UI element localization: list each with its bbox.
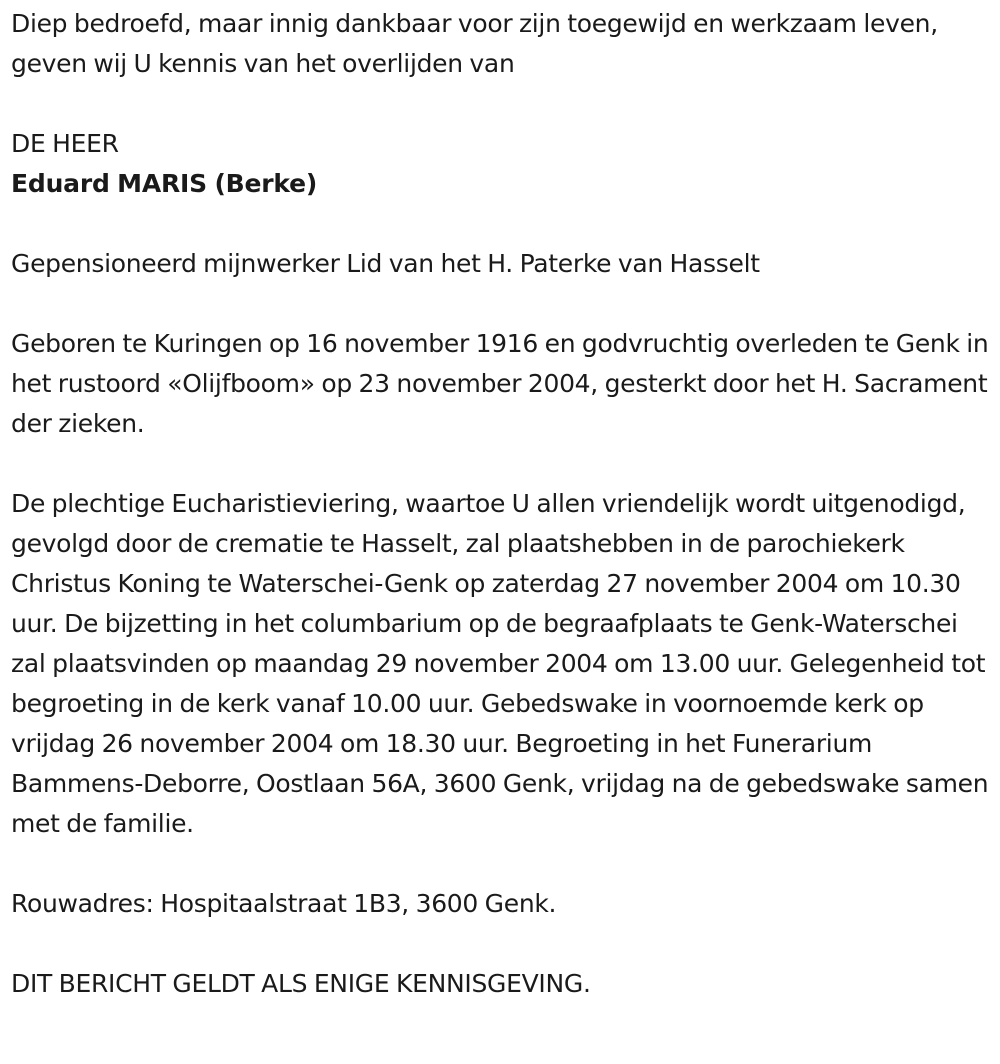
closing-statement: DIT BERICHT GELDT ALS ENIGE KENNISGEVING.: [11, 969, 591, 998]
intro-paragraph: Diep bedroefd, maar innig dankbaar voor zijn toegewijd en werkzaam leven, geven wij U kennis van het overlijden van: [11, 9, 938, 78]
deceased-name: Eduard MARIS (Berke): [11, 169, 318, 198]
death-notice: [11, 4, 996, 1004]
occupation-paragraph: Gepensioneerd mijnwerker Lid van het H. Paterke van Hasselt: [11, 249, 760, 278]
birth-death-paragraph: Geboren te Kuringen op 16 november 1916 en godvruchtig overleden te Genk in het rustoord «Olijfboom» op 23 november 2004, gesterkt door het H. Sacrament der zieken.: [11, 329, 989, 438]
mourning-address: Rouwadres: Hospitaalstraat 1B3, 3600 Genk.: [11, 889, 557, 918]
salutation: DE HEER: [11, 129, 119, 158]
ceremony-paragraph: De plechtige Eucharistieviering, waartoe U allen vriendelijk wordt uitgenodigd, gevolgd door de crematie te Hasselt, zal plaatshebben in de parochiekerk Christus Koning te Waterschei-Genk op zaterdag 27 november 2004 om 10.30 uur. De bijzetting in het columbarium op de begraafplaats te Genk-Waterschei zal plaatsvinden op maandag 29 november 2004 om 13.00 uur. Gelegenheid tot begroeting in de kerk vanaf 10.00 uur. Gebedswake in voornoemde kerk op vrijdag 26 november 2004 om 18.30 uur. Begroeting in het Funerarium Bammens-Deborre, Oostlaan 56A, 3600 Genk, vrijdag na de gebedswake samen met de familie.: [11, 489, 989, 838]
